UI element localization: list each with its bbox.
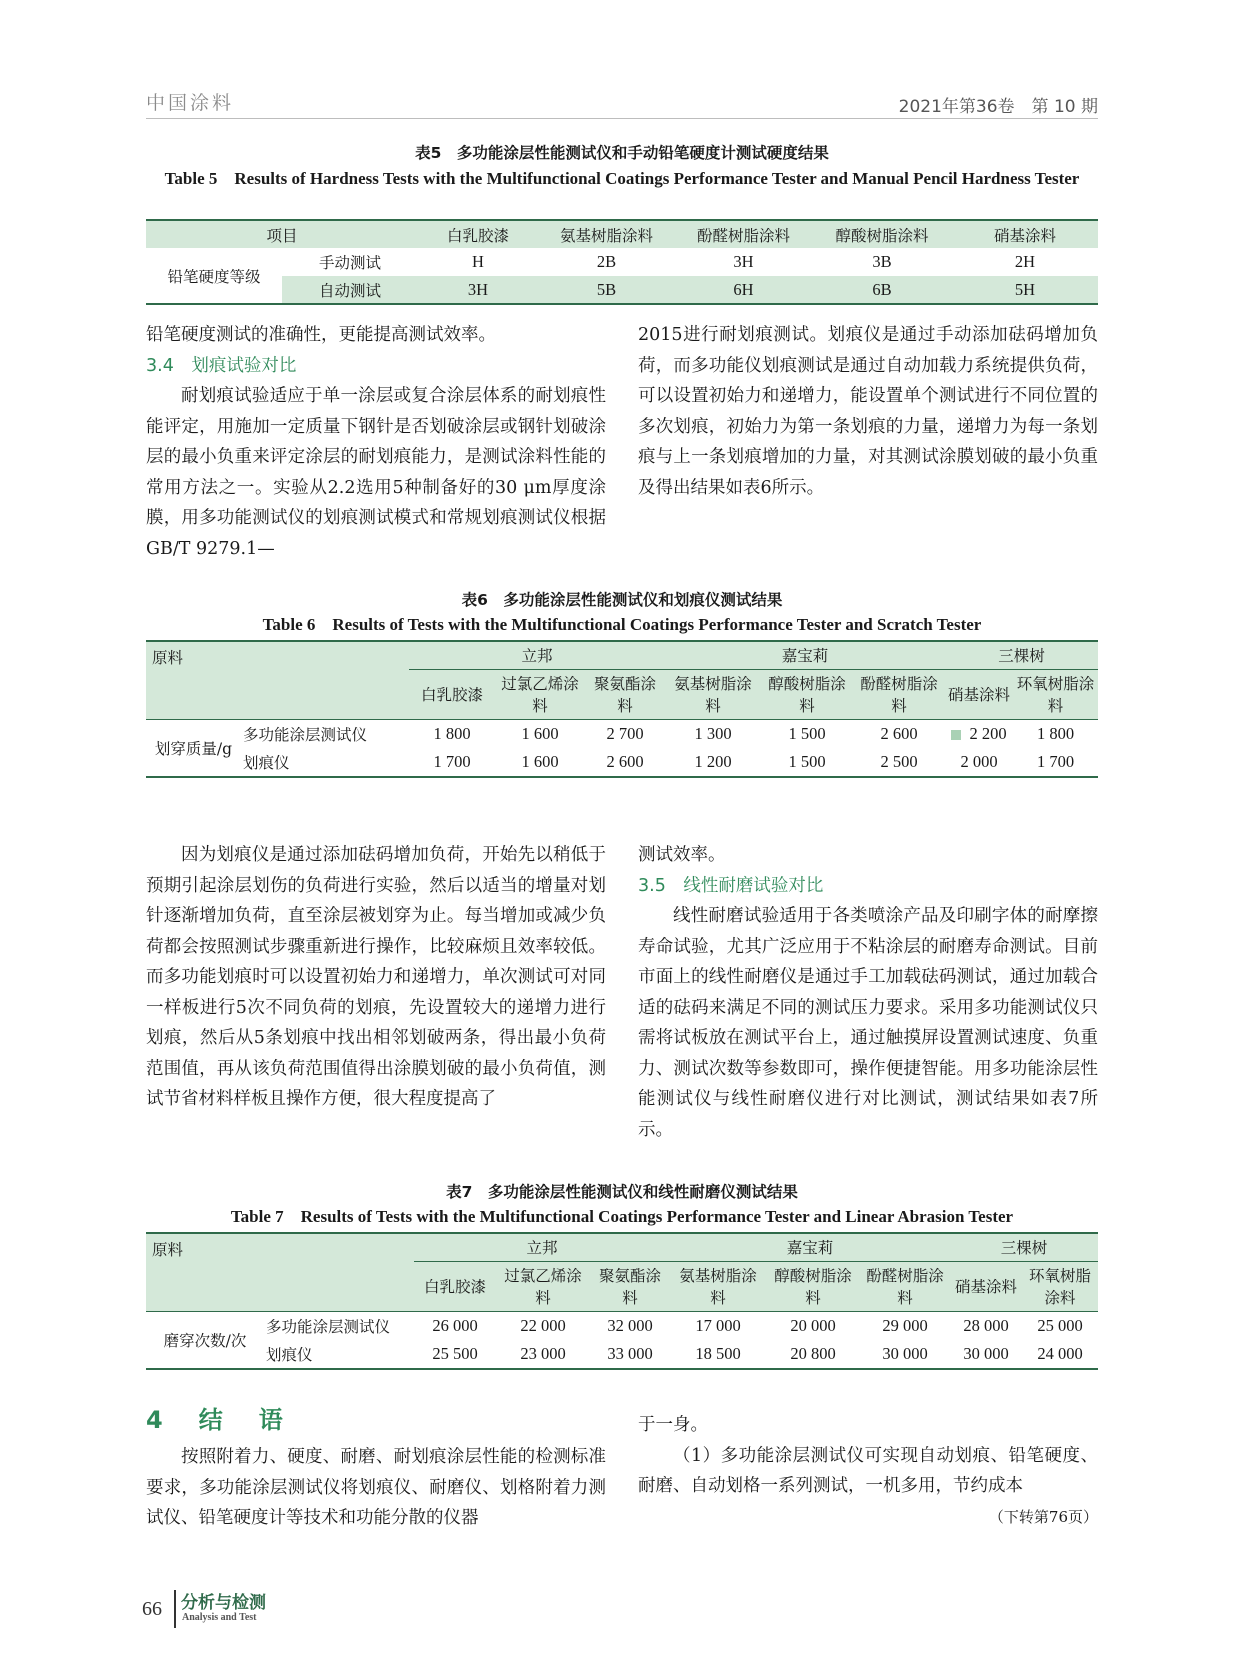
table7-subhead: 白乳胶漆 xyxy=(414,1261,496,1311)
text1-left-column xyxy=(146,320,606,564)
table-cell: 5H xyxy=(1014,279,1036,299)
paragraph: 测试效率。 xyxy=(638,845,726,865)
section-heading-3-4: 3.4 划痕试验对比 xyxy=(146,355,297,376)
table7-group: 三棵树 xyxy=(950,1233,1098,1261)
table-cell: 3H xyxy=(733,252,754,271)
table-cell-marked xyxy=(945,719,1013,748)
table-cell: 22 000 xyxy=(520,1315,566,1335)
header-rule xyxy=(146,118,1098,119)
table6-subhead: 环氧树脂涂料 xyxy=(1013,669,1098,719)
table7-subhead: 过氯乙烯涂料 xyxy=(496,1261,590,1311)
text1-right-column xyxy=(638,320,1098,503)
table5-head: 硝基涂料 xyxy=(952,220,1098,248)
section-heading-3-5: 3.5 线性耐磨试验对比 xyxy=(638,875,824,896)
table-cell: 20 800 xyxy=(790,1344,836,1363)
table-cell: 1 200 xyxy=(694,752,732,771)
table6-subhead: 醇酸树脂涂料 xyxy=(761,669,853,719)
page-number: 66 xyxy=(142,1598,162,1620)
table-cell: 2 600 xyxy=(606,752,644,771)
table7-material-label: 原料 xyxy=(146,1233,414,1311)
table-cell: 1 500 xyxy=(788,723,826,743)
table-cell: 33 000 xyxy=(607,1344,653,1363)
table-cell: 1 600 xyxy=(521,723,559,743)
table6-caption-en: Table 6 Results of Tests with the Multifunctional Coatings Performance Tester and Scratch Tester xyxy=(262,615,982,634)
table7-subhead: 酚醛树脂涂料 xyxy=(860,1261,950,1311)
paragraph: 因为划痕仪是通过添加砝码增加负荷，开始先以稍低于预期引起涂层划伤的负荷进行实验，然后以适当的增量对划针逐渐增加负荷，直至涂层被划穿为止。每当增加或减少负荷都会按照测试步骤重新进行操作，比较麻烦且效率较低。而多功能划痕时可以设置初始力和递增力，单次测试可对同一样板进行5次不同负荷的划痕，先设置较大的递增力进行划痕，然后从5条划痕中找出相邻划破两条，得出最小负荷范围值，再从该负荷范围值得出涂膜划破的最小负荷值，测试节省材料样板且操作方便，很大程度提高了 xyxy=(146,845,606,1109)
table6 xyxy=(146,640,1098,778)
table-cell: H xyxy=(472,252,484,271)
table5-head: 氨基树脂涂料 xyxy=(538,220,675,248)
text3-left-column xyxy=(146,1402,606,1534)
table-cell: 5B xyxy=(596,279,617,299)
table-cell: 25 000 xyxy=(1037,1315,1083,1335)
table5-row-label: 手动测试 xyxy=(319,254,382,272)
paragraph: 按照附着力、硬度、耐磨、耐划痕涂层性能的检测标准要求，多功能涂层测试仪将划痕仪、耐磨仪、划格附着力测试仪、铅笔硬度计等技术和功能分散的仪器 xyxy=(146,1447,606,1528)
table5-head: 白乳胶漆 xyxy=(418,220,538,248)
table-cell-value: 2 200 xyxy=(969,723,1007,743)
table-cell: 1 800 xyxy=(1036,723,1075,743)
table7-row-label: 划痕仪 xyxy=(266,1346,313,1364)
paragraph: 于一身。 xyxy=(638,1415,708,1435)
table5-head-item: 项目 xyxy=(146,220,418,248)
text3-right-column xyxy=(638,1410,1098,1532)
table6-row-label: 多功能涂层测试仪 xyxy=(243,725,368,744)
table7-caption-en: Table 7 Results of Tests with the Multifunctional Coatings Performance Tester and Linear Abrasion Tester xyxy=(230,1207,1014,1226)
table6-subhead: 白乳胶漆 xyxy=(409,669,495,719)
table7-subhead: 硝基涂料 xyxy=(950,1261,1022,1311)
table5-head: 酚醛树脂涂料 xyxy=(675,220,812,248)
table7-row-label: 多功能涂层测试仪 xyxy=(266,1317,391,1336)
table-row xyxy=(146,1311,1098,1340)
table-cell: 2 000 xyxy=(960,752,998,771)
table-cell: 3B xyxy=(872,252,892,271)
table7-caption-cn: 表7 多功能涂层性能测试仪和线性耐磨仪测试结果 xyxy=(446,1183,798,1201)
section-heading-4: 4 结 语 xyxy=(146,1406,289,1434)
table6-subhead: 聚氨酯涂料 xyxy=(585,669,665,719)
table5-row-label: 自动测试 xyxy=(319,281,382,300)
continued-note: （下转第76页） xyxy=(988,1507,1098,1526)
paragraph: 线性耐磨试验适用于各类喷涂产品及印刷字体的耐摩擦寿命试验，尤其广泛应用于不粘涂层的耐磨寿命测试。目前市面上的线性耐磨仪是通过手工加载砝码测试，通过加载合适的砝码来满足不同的测试压力要求。采用多功能测试仪只需将试板放在测试平台上，通过触摸屏设置测试速度、负重力、测试次数等参数即可，操作便捷智能。用多功能涂层性能测试仪与线性耐磨仪进行对比测试，测试结果如表7所示。 xyxy=(638,906,1098,1140)
table-cell: 23 000 xyxy=(520,1344,566,1363)
table7-subhead: 醇酸树脂涂料 xyxy=(766,1261,860,1311)
table7-subhead: 环氧树脂涂料 xyxy=(1022,1261,1098,1311)
paragraph: 耐划痕试验适应于单一涂层或复合涂层体系的耐划痕性能评定，用施加一定质量下钢针是否划破涂层或钢针划破涂层的最小负重来评定涂层的耐划痕能力，是测试涂料性能的常用方法之一。实验从2.2选用5种制备好的30 μm厚度涂膜，用多功能测试仪的划痕测试模式和常规划痕测试仪根据GB/T 9279.1— xyxy=(146,386,606,559)
table7-metric-label: 磨穿次数/次 xyxy=(163,1331,247,1350)
table-cell: 32 000 xyxy=(607,1315,653,1335)
table-row xyxy=(146,719,1098,748)
paragraph: （1）多功能涂层测试仪可实现自动划痕、铅笔硬度、耐磨、自动划格一系列测试，一机多用，节约成本 xyxy=(638,1445,1098,1496)
table-cell: 17 000 xyxy=(695,1315,741,1335)
table-cell: 6H xyxy=(733,279,754,299)
table6-subhead: 酚醛树脂涂料 xyxy=(853,669,945,719)
table-cell: 29 000 xyxy=(882,1315,928,1335)
table-cell: 1 700 xyxy=(1036,752,1075,771)
table6-subhead: 过氯乙烯涂料 xyxy=(495,669,585,719)
table-cell: 2 600 xyxy=(880,723,918,743)
table6-material-label: 原料 xyxy=(146,641,409,719)
table5-head: 醇酸树脂涂料 xyxy=(812,220,952,248)
table7-group: 嘉宝莉 xyxy=(670,1233,950,1261)
table-cell: 24 000 xyxy=(1037,1344,1083,1363)
table-cell: 1 800 xyxy=(433,723,471,743)
table6-group-row xyxy=(146,641,1098,669)
table-cell: 1 500 xyxy=(788,752,826,771)
table5-header-row xyxy=(146,220,1098,248)
table-cell: 2 500 xyxy=(880,752,918,771)
table-cell: 2B xyxy=(596,252,617,271)
table7-subhead: 聚氨酯涂料 xyxy=(590,1261,670,1311)
table6-group: 立邦 xyxy=(409,641,665,669)
paragraph: 铅笔硬度测试的准确性，更能提高测试效率。 xyxy=(146,325,496,345)
table6-metric-label: 划穿质量/g xyxy=(154,739,233,758)
footer-section-cn: 分析与检测 xyxy=(181,1593,266,1613)
table5-caption-cn: 表5 多功能涂层性能测试仪和手动铅笔硬度计测试硬度结果 xyxy=(415,144,829,162)
text2-left-column xyxy=(146,840,606,1115)
table-cell: 1 300 xyxy=(694,723,732,743)
table-cell: 1 700 xyxy=(433,752,471,771)
journal-name: 中国涂料 xyxy=(146,92,235,114)
table7-subhead: 氨基树脂涂料 xyxy=(670,1261,766,1311)
table5-group-label: 铅笔硬度等级 xyxy=(167,267,261,286)
table-cell: 2H xyxy=(1014,252,1036,271)
table7-group: 立邦 xyxy=(414,1233,670,1261)
table6-row-label: 划痕仪 xyxy=(243,754,290,772)
table-cell: 26 000 xyxy=(432,1315,478,1335)
table-row xyxy=(146,748,1098,777)
table-row xyxy=(146,1340,1098,1369)
paragraph: 2015进行耐划痕测试。划痕仪是通过手动添加砝码增加负荷，而多功能仪划痕测试是通过自动加载力系统提供负荷，可以设置初始力和递增力，能设置单个测试进行不同位置的多次划痕，初始力为第一条划痕的力量，递增力为每一条划痕与上一条划痕增加的力量，对其测试涂膜划破的最小负重及得出结果如表6所示。 xyxy=(638,325,1098,498)
table7 xyxy=(146,1232,1098,1370)
table-cell: 1 600 xyxy=(521,752,559,771)
table-cell: 28 000 xyxy=(963,1315,1009,1335)
table-cell: 30 000 xyxy=(963,1344,1009,1363)
footer-divider xyxy=(174,1590,176,1628)
table-cell: 18 500 xyxy=(695,1344,741,1363)
table-cell: 20 000 xyxy=(790,1315,836,1335)
table7-group-row xyxy=(146,1233,1098,1261)
table6-group: 三棵树 xyxy=(945,641,1098,669)
table-cell: 3H xyxy=(467,279,489,299)
table5-caption-en: Table 5 Results of Hardness Tests with the Multifunctional Coatings Performance Tester and Manual Pencil Hardness Tester xyxy=(164,169,1080,188)
table6-subhead: 氨基树脂涂料 xyxy=(665,669,761,719)
text2-right-column xyxy=(638,840,1098,1145)
table6-caption-cn: 表6 多功能涂层性能测试仪和划痕仪测试结果 xyxy=(461,591,783,609)
table-cell: 30 000 xyxy=(882,1344,928,1363)
table-cell: 6B xyxy=(872,279,892,299)
footer-section-en: Analysis and Test xyxy=(182,1612,257,1623)
table-row xyxy=(146,248,1098,276)
square-marker-icon xyxy=(951,730,961,740)
table5 xyxy=(146,219,1098,305)
issue-info: 2021年第36卷 第 10 期 xyxy=(898,97,1098,117)
table-row xyxy=(146,276,1098,304)
table-cell: 2 700 xyxy=(606,723,644,743)
table6-group: 嘉宝莉 xyxy=(665,641,945,669)
table-cell: 25 500 xyxy=(432,1344,478,1363)
table6-subhead: 硝基涂料 xyxy=(945,669,1013,719)
